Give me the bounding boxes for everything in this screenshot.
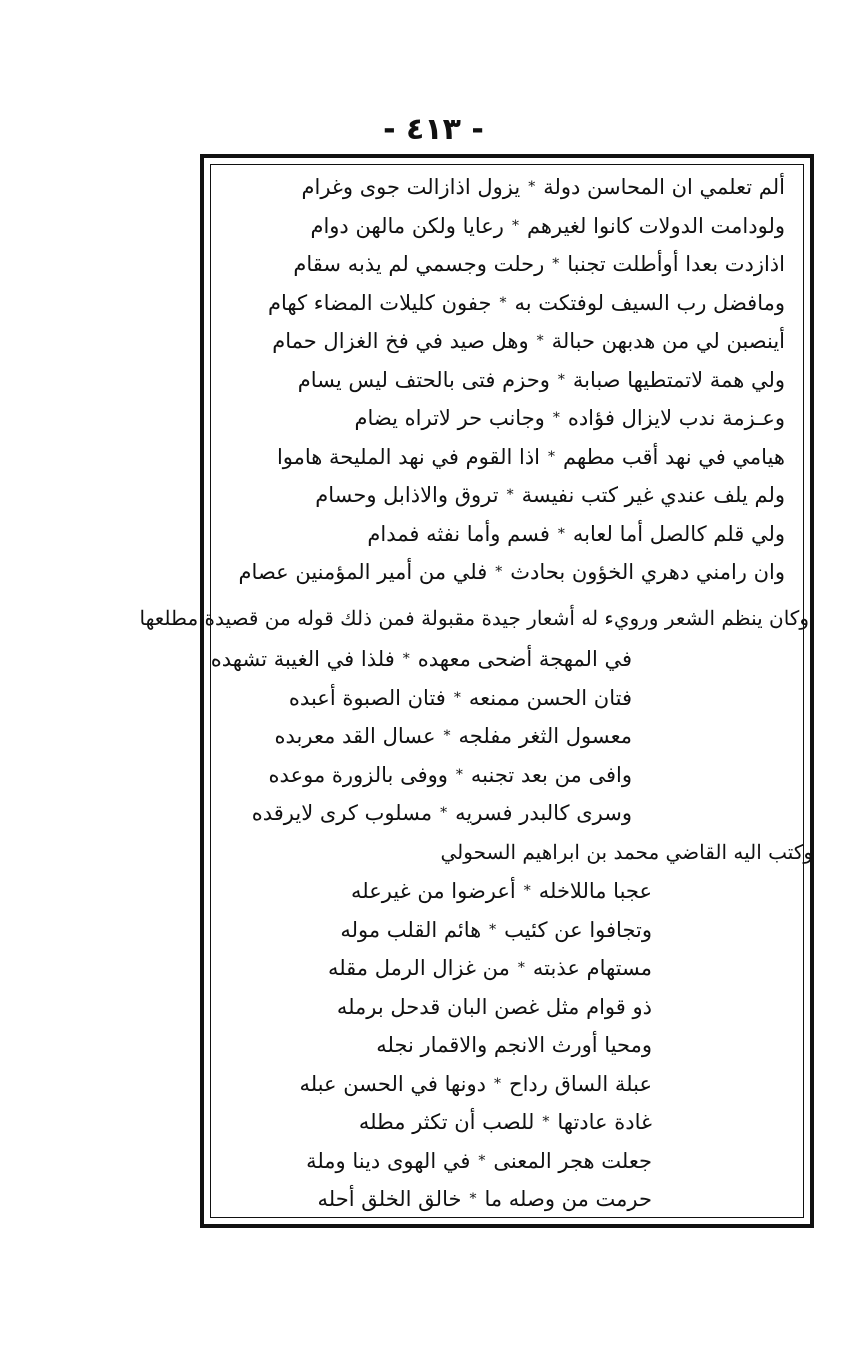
verse-second-hemistich: فسم وأما نفثه فمدام [367, 521, 550, 546]
verse-separator-star: * [557, 371, 565, 388]
verse-separator-star: * [443, 728, 451, 744]
verse-line [272, 1065, 652, 1104]
poem-block-1 [238, 168, 785, 592]
verse-second-hemistich: فلي من أمير المؤمنين عصام [238, 560, 488, 584]
verse-first-hemistich: اذازدت بعدا أوأطلت تجنبا [567, 252, 785, 276]
verse-second-hemistich: جفون كليلات المضاء كهام [268, 290, 492, 315]
verse-first-hemistich: ألم تعلمي ان المحاسن دولة [543, 175, 785, 199]
verse-second-hemistich: يزول اذازالت جوى وغرام [301, 175, 521, 199]
verse-separator-star: * [453, 689, 461, 706]
verse-separator-star: * [542, 1114, 550, 1130]
verse-second-hemistich: وجانب حر لاتراه يضام [354, 406, 545, 430]
verse-second-hemistich: ووفى بالزورة موعده [268, 762, 448, 787]
verse-separator-star: * [557, 525, 565, 542]
verse-first-hemistich: ومحيا أورث الانجم والاقمار نجله [376, 1033, 652, 1057]
verse-line [238, 553, 785, 592]
verse-second-hemistich: وهل صيد في فخ الغزال حمام [272, 329, 529, 353]
verse-first-hemistich: ذو قوام مثل غصن البان قدحل برمله [336, 994, 652, 1019]
verse-second-hemistich: أعرضوا من غيرعله [351, 879, 516, 903]
verse-second-hemistich: هائم القلب موله [340, 917, 482, 942]
verse-separator-star: * [489, 921, 497, 938]
verse-first-hemistich: وافى من بعد تجنبه [470, 762, 632, 787]
verse-first-hemistich: أينصبن لي من هدبهن حبالة [551, 329, 785, 353]
verse-line [272, 988, 652, 1027]
verse-first-hemistich: وسرى كالبدر فسريه [455, 801, 632, 825]
verse-line [265, 322, 785, 361]
verse-separator-star: * [495, 564, 503, 580]
verse-separator-star: * [440, 805, 448, 821]
verse-first-hemistich: ولم يلف عندي غير كتب نفيسة [521, 483, 785, 507]
prose-line: وكان ينظم الشعر ورويء له أشعار جيدة مقبولة فمن ذلك قوله من قصيدة مطلعها [139, 606, 809, 630]
verse-line [265, 438, 785, 477]
verse-separator-star: * [552, 410, 560, 426]
verse-second-hemistich: فلذا في الغيبة تشهده [210, 647, 395, 671]
verse-second-hemistich: مسلوب كرى لايرقده [251, 801, 433, 825]
page-number: - ٤١٣ - [383, 112, 484, 147]
verse-line [210, 640, 632, 679]
verse-line [265, 168, 785, 207]
verse-line [265, 284, 785, 323]
verse-first-hemistich: جعلت هجر المعنى [493, 1148, 652, 1173]
verse-first-hemistich: عجبا ماللاخله [538, 879, 652, 903]
verse-second-hemistich: رحلت وجسمي لم يذبه سقام [293, 252, 545, 276]
verse-second-hemistich: دونها في الحسن عبله [299, 1071, 487, 1096]
verse-line [272, 1103, 652, 1142]
verse-line [272, 1142, 652, 1181]
verse-first-hemistich: ومافضل رب السيف لوفتكت به [514, 290, 785, 315]
verse-second-hemistich: فتان الصبوة أعبده [288, 685, 446, 710]
verse-separator-star: * [523, 883, 531, 899]
verse-line [272, 1180, 652, 1219]
verse-line [265, 361, 785, 400]
verse-separator-star: * [528, 179, 536, 195]
verse-second-hemistich: من غزال الرمل مقله [327, 956, 510, 980]
verse-separator-star: * [494, 1075, 502, 1092]
verse-first-hemistich: عبلة الساق رداح [509, 1071, 652, 1096]
verse-first-hemistich: مستهام عذبته [532, 956, 652, 980]
verse-line [232, 756, 632, 795]
verse-line [232, 794, 632, 833]
verse-separator-star: * [469, 1191, 477, 1207]
verse-line [265, 245, 785, 284]
verse-second-hemistich: تروق والاذابل وحسام [315, 483, 499, 507]
verse-separator-star: * [455, 766, 463, 783]
verse-first-hemistich: في المهجة أضحى معهده [417, 647, 632, 671]
verse-separator-star: * [536, 333, 544, 349]
intro-block [413, 832, 813, 872]
verse-line [272, 911, 652, 950]
verse-first-hemistich: غادة عادتها [557, 1110, 652, 1134]
verse-separator-star: * [548, 448, 556, 465]
verse-separator-star: * [402, 651, 410, 667]
verse-first-hemistich: هيامي في نهد أقب مطهم [563, 444, 785, 469]
verse-separator-star: * [552, 256, 560, 272]
verse-first-hemistich: وان رامني دهري الخؤون بحادث [510, 560, 785, 584]
verse-second-hemistich: رعايا ولكن مالهن دوام [310, 213, 504, 238]
verse-first-hemistich: ولودامت الدولات كانوا لغيرهم [526, 213, 785, 238]
verse-line [232, 679, 632, 718]
verse-second-hemistich: وحزم فتى بالحتف ليس يسام [297, 367, 550, 392]
verse-separator-star: * [478, 1152, 486, 1169]
verse-second-hemistich: خالق الخلق أحله [317, 1187, 462, 1211]
verse-separator-star: * [499, 294, 507, 311]
verse-line [272, 1026, 652, 1065]
verse-line [272, 872, 652, 911]
verse-second-hemistich: اذا القوم في نهد المليحة هاموا [276, 444, 541, 469]
verse-first-hemistich: ولي همة لاتمتطيها صبابة [572, 367, 785, 392]
verse-line [265, 399, 785, 438]
verse-first-hemistich: وعـزمة ندب لايزال فؤاده [567, 406, 785, 430]
verse-line [265, 207, 785, 246]
verse-second-hemistich: في الهوى دينا وملة [306, 1148, 471, 1173]
verse-separator-star: * [511, 217, 519, 234]
verse-line [272, 949, 652, 988]
poem-block-3 [272, 872, 652, 1219]
verse-first-hemistich: ولي قلم كالصل أما لعابه [572, 521, 785, 546]
verse-separator-star: * [506, 487, 514, 503]
prose-block [139, 598, 809, 638]
verse-line [265, 515, 785, 554]
verse-second-hemistich: للصب أن تكثر مطله [358, 1110, 535, 1134]
intro-line: وكتب اليه القاضي محمد بن ابراهيم السحولي [440, 840, 813, 864]
verse-separator-star: * [517, 960, 525, 976]
verse-line [265, 476, 785, 515]
verse-first-hemistich: فتان الحسن ممنعه [468, 685, 632, 710]
verse-first-hemistich: معسول الثغر مفلجه [458, 724, 632, 748]
verse-first-hemistich: حرمت من وصله ما [484, 1187, 652, 1211]
verse-second-hemistich: عسال القد معربده [274, 724, 436, 748]
poem-block-2 [210, 640, 632, 833]
verse-line [232, 717, 632, 756]
verse-first-hemistich: وتجافوا عن كئيب [504, 917, 652, 942]
